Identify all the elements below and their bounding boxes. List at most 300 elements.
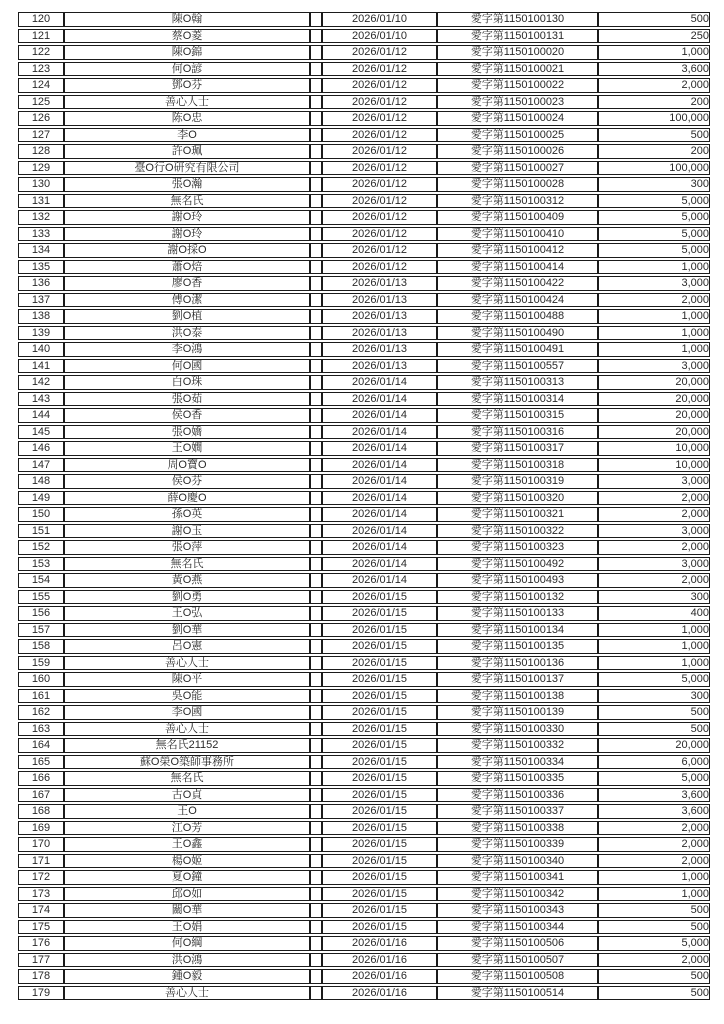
table-row xyxy=(18,128,710,143)
spacer-cell xyxy=(310,672,322,687)
donor-name-cell: 夏O鐘 xyxy=(64,870,310,885)
amount-cell: 300 xyxy=(598,177,710,192)
table-row xyxy=(18,986,710,1001)
amount-cell: 1,000 xyxy=(598,342,710,357)
table-row xyxy=(18,260,710,275)
spacer-cell xyxy=(310,656,322,671)
amount-cell: 3,000 xyxy=(598,524,710,539)
row-number-cell: 122 xyxy=(18,45,64,60)
row-number-cell: 171 xyxy=(18,854,64,869)
date-cell: 2026/01/12 xyxy=(322,128,437,143)
table-row xyxy=(18,953,710,968)
spacer-cell xyxy=(310,854,322,869)
date-cell: 2026/01/14 xyxy=(322,458,437,473)
spacer-cell xyxy=(310,524,322,539)
receipt-number-cell: 愛字第1150100412 xyxy=(437,243,598,258)
receipt-number-cell: 愛字第1150100341 xyxy=(437,870,598,885)
row-number-cell: 142 xyxy=(18,375,64,390)
spacer-cell xyxy=(310,12,322,27)
row-number-cell: 125 xyxy=(18,95,64,110)
date-cell: 2026/01/14 xyxy=(322,557,437,572)
receipt-number-cell: 愛字第1150100340 xyxy=(437,854,598,869)
amount-cell: 400 xyxy=(598,606,710,621)
donor-name-cell: 何O諺 xyxy=(64,62,310,77)
row-number-cell: 179 xyxy=(18,986,64,1001)
table-row xyxy=(18,408,710,423)
date-cell: 2026/01/14 xyxy=(322,408,437,423)
receipt-number-cell: 愛字第1150100136 xyxy=(437,656,598,671)
receipt-number-cell: 愛字第1150100409 xyxy=(437,210,598,225)
row-number-cell: 158 xyxy=(18,639,64,654)
date-cell: 2026/01/15 xyxy=(322,639,437,654)
date-cell: 2026/01/13 xyxy=(322,309,437,324)
table-row xyxy=(18,771,710,786)
amount-cell: 3,000 xyxy=(598,276,710,291)
table-row xyxy=(18,95,710,110)
receipt-number-cell: 愛字第1150100491 xyxy=(437,342,598,357)
amount-cell: 500 xyxy=(598,12,710,27)
row-number-cell: 128 xyxy=(18,144,64,159)
receipt-number-cell: 愛字第1150100508 xyxy=(437,969,598,984)
receipt-number-cell: 愛字第1150100320 xyxy=(437,491,598,506)
date-cell: 2026/01/15 xyxy=(322,722,437,737)
receipt-number-cell: 愛字第1150100335 xyxy=(437,771,598,786)
spacer-cell xyxy=(310,309,322,324)
table-row xyxy=(18,243,710,258)
receipt-number-cell: 愛字第1150100344 xyxy=(437,920,598,935)
spacer-cell xyxy=(310,293,322,308)
donor-name-cell: 陳O翰 xyxy=(64,12,310,27)
row-number-cell: 133 xyxy=(18,227,64,242)
date-cell: 2026/01/12 xyxy=(322,144,437,159)
table-row xyxy=(18,821,710,836)
donor-name-cell: 陳O錦 xyxy=(64,45,310,60)
receipt-number-cell: 愛字第1150100026 xyxy=(437,144,598,159)
donor-name-cell: 薛O慶O xyxy=(64,491,310,506)
date-cell: 2026/01/15 xyxy=(322,804,437,819)
amount-cell: 5,000 xyxy=(598,771,710,786)
donor-name-cell: 張O瀚 xyxy=(64,177,310,192)
donor-name-cell: 王O xyxy=(64,804,310,819)
row-number-cell: 126 xyxy=(18,111,64,126)
spacer-cell xyxy=(310,722,322,737)
table-row xyxy=(18,672,710,687)
row-number-cell: 176 xyxy=(18,936,64,951)
amount-cell: 5,000 xyxy=(598,194,710,209)
receipt-number-cell: 愛字第1150100493 xyxy=(437,573,598,588)
row-number-cell: 170 xyxy=(18,837,64,852)
spacer-cell xyxy=(310,210,322,225)
donor-name-cell: 王O嫺 xyxy=(64,441,310,456)
donor-name-cell: 無名氏 xyxy=(64,194,310,209)
amount-cell: 1,000 xyxy=(598,639,710,654)
amount-cell: 5,000 xyxy=(598,672,710,687)
receipt-number-cell: 愛字第1150100319 xyxy=(437,474,598,489)
row-number-cell: 174 xyxy=(18,903,64,918)
date-cell: 2026/01/12 xyxy=(322,194,437,209)
row-number-cell: 153 xyxy=(18,557,64,572)
donor-name-cell: 侯O香 xyxy=(64,408,310,423)
receipt-number-cell: 愛字第1150100312 xyxy=(437,194,598,209)
donor-name-cell: 黃O燕 xyxy=(64,573,310,588)
spacer-cell xyxy=(310,326,322,341)
amount-cell: 20,000 xyxy=(598,375,710,390)
date-cell: 2026/01/10 xyxy=(322,29,437,44)
date-cell: 2026/01/14 xyxy=(322,474,437,489)
date-cell: 2026/01/15 xyxy=(322,755,437,770)
amount-cell: 2,000 xyxy=(598,78,710,93)
date-cell: 2026/01/15 xyxy=(322,821,437,836)
table-row xyxy=(18,210,710,225)
amount-cell: 3,000 xyxy=(598,474,710,489)
spacer-cell xyxy=(310,458,322,473)
date-cell: 2026/01/12 xyxy=(322,260,437,275)
row-number-cell: 178 xyxy=(18,969,64,984)
amount-cell: 1,000 xyxy=(598,623,710,638)
row-number-cell: 156 xyxy=(18,606,64,621)
table-row xyxy=(18,920,710,935)
amount-cell: 500 xyxy=(598,128,710,143)
row-number-cell: 167 xyxy=(18,788,64,803)
donor-name-cell: 侯O芬 xyxy=(64,474,310,489)
donor-name-cell: 何O綱 xyxy=(64,936,310,951)
donation-table-body xyxy=(18,12,710,1000)
date-cell: 2026/01/14 xyxy=(322,491,437,506)
donor-name-cell: 傅O潔 xyxy=(64,293,310,308)
amount-cell: 3,000 xyxy=(598,557,710,572)
row-number-cell: 120 xyxy=(18,12,64,27)
donor-name-cell: 善心人士 xyxy=(64,656,310,671)
row-number-cell: 143 xyxy=(18,392,64,407)
spacer-cell xyxy=(310,95,322,110)
date-cell: 2026/01/14 xyxy=(322,573,437,588)
receipt-number-cell: 愛字第1150100024 xyxy=(437,111,598,126)
receipt-number-cell: 愛字第1150100025 xyxy=(437,128,598,143)
receipt-number-cell: 愛字第1150100130 xyxy=(437,12,598,27)
table-row xyxy=(18,887,710,902)
receipt-number-cell: 愛字第1150100424 xyxy=(437,293,598,308)
spacer-cell xyxy=(310,755,322,770)
date-cell: 2026/01/13 xyxy=(322,293,437,308)
table-row xyxy=(18,738,710,753)
receipt-number-cell: 愛字第1150100023 xyxy=(437,95,598,110)
donor-name-cell: 王O娟 xyxy=(64,920,310,935)
row-number-cell: 159 xyxy=(18,656,64,671)
table-row xyxy=(18,903,710,918)
table-row xyxy=(18,491,710,506)
donor-name-cell: 白O珠 xyxy=(64,375,310,390)
spacer-cell xyxy=(310,408,322,423)
table-row xyxy=(18,590,710,605)
table-row xyxy=(18,788,710,803)
table-row xyxy=(18,392,710,407)
receipt-number-cell: 愛字第1150100135 xyxy=(437,639,598,654)
donor-name-cell: 張O茹 xyxy=(64,392,310,407)
date-cell: 2026/01/10 xyxy=(322,12,437,27)
receipt-number-cell: 愛字第1150100314 xyxy=(437,392,598,407)
receipt-number-cell: 愛字第1150100131 xyxy=(437,29,598,44)
receipt-number-cell: 愛字第1150100334 xyxy=(437,755,598,770)
amount-cell: 1,000 xyxy=(598,45,710,60)
spacer-cell xyxy=(310,557,322,572)
table-row xyxy=(18,705,710,720)
table-row xyxy=(18,656,710,671)
amount-cell: 2,000 xyxy=(598,953,710,968)
spacer-cell xyxy=(310,474,322,489)
donor-name-cell: 善心人士 xyxy=(64,722,310,737)
date-cell: 2026/01/15 xyxy=(322,705,437,720)
date-cell: 2026/01/15 xyxy=(322,606,437,621)
date-cell: 2026/01/12 xyxy=(322,111,437,126)
spacer-cell xyxy=(310,359,322,374)
row-number-cell: 151 xyxy=(18,524,64,539)
donor-name-cell: 陳O平 xyxy=(64,672,310,687)
spacer-cell xyxy=(310,771,322,786)
date-cell: 2026/01/13 xyxy=(322,276,437,291)
donor-name-cell: 劉O華 xyxy=(64,623,310,638)
table-row xyxy=(18,854,710,869)
amount-cell: 500 xyxy=(598,920,710,935)
date-cell: 2026/01/16 xyxy=(322,936,437,951)
spacer-cell xyxy=(310,573,322,588)
row-number-cell: 134 xyxy=(18,243,64,258)
donation-record-table xyxy=(18,10,710,1002)
spacer-cell xyxy=(310,177,322,192)
row-number-cell: 162 xyxy=(18,705,64,720)
row-number-cell: 175 xyxy=(18,920,64,935)
receipt-number-cell: 愛字第1150100507 xyxy=(437,953,598,968)
amount-cell: 3,600 xyxy=(598,62,710,77)
table-row xyxy=(18,557,710,572)
row-number-cell: 141 xyxy=(18,359,64,374)
receipt-number-cell: 愛字第1150100336 xyxy=(437,788,598,803)
amount-cell: 2,000 xyxy=(598,540,710,555)
row-number-cell: 136 xyxy=(18,276,64,291)
receipt-number-cell: 愛字第1150100339 xyxy=(437,837,598,852)
receipt-number-cell: 愛字第1150100321 xyxy=(437,507,598,522)
amount-cell: 1,000 xyxy=(598,309,710,324)
spacer-cell xyxy=(310,738,322,753)
donor-name-cell: 許O珮 xyxy=(64,144,310,159)
receipt-number-cell: 愛字第1150100317 xyxy=(437,441,598,456)
amount-cell: 2,000 xyxy=(598,573,710,588)
date-cell: 2026/01/12 xyxy=(322,78,437,93)
donor-name-cell: 無名氏 xyxy=(64,771,310,786)
date-cell: 2026/01/16 xyxy=(322,986,437,1001)
table-row xyxy=(18,326,710,341)
amount-cell: 2,000 xyxy=(598,293,710,308)
date-cell: 2026/01/15 xyxy=(322,887,437,902)
receipt-number-cell: 愛字第1150100027 xyxy=(437,161,598,176)
amount-cell: 1,000 xyxy=(598,260,710,275)
donor-name-cell: 關O華 xyxy=(64,903,310,918)
spacer-cell xyxy=(310,953,322,968)
donor-name-cell: 邱O如 xyxy=(64,887,310,902)
spacer-cell xyxy=(310,342,322,357)
amount-cell: 10,000 xyxy=(598,458,710,473)
amount-cell: 5,000 xyxy=(598,227,710,242)
date-cell: 2026/01/15 xyxy=(322,623,437,638)
amount-cell: 6,000 xyxy=(598,755,710,770)
row-number-cell: 169 xyxy=(18,821,64,836)
amount-cell: 500 xyxy=(598,903,710,918)
spacer-cell xyxy=(310,590,322,605)
receipt-number-cell: 愛字第1150100134 xyxy=(437,623,598,638)
date-cell: 2026/01/16 xyxy=(322,953,437,968)
date-cell: 2026/01/13 xyxy=(322,342,437,357)
date-cell: 2026/01/15 xyxy=(322,788,437,803)
receipt-number-cell: 愛字第1150100315 xyxy=(437,408,598,423)
amount-cell: 1,000 xyxy=(598,870,710,885)
row-number-cell: 121 xyxy=(18,29,64,44)
amount-cell: 500 xyxy=(598,705,710,720)
amount-cell: 3,600 xyxy=(598,804,710,819)
spacer-cell xyxy=(310,705,322,720)
row-number-cell: 145 xyxy=(18,425,64,440)
receipt-number-cell: 愛字第1150100338 xyxy=(437,821,598,836)
receipt-number-cell: 愛字第1150100414 xyxy=(437,260,598,275)
row-number-cell: 157 xyxy=(18,623,64,638)
spacer-cell xyxy=(310,689,322,704)
donor-name-cell: 王O弘 xyxy=(64,606,310,621)
date-cell: 2026/01/13 xyxy=(322,359,437,374)
spacer-cell xyxy=(310,161,322,176)
row-number-cell: 150 xyxy=(18,507,64,522)
date-cell: 2026/01/13 xyxy=(322,326,437,341)
row-number-cell: 131 xyxy=(18,194,64,209)
spacer-cell xyxy=(310,920,322,935)
row-number-cell: 161 xyxy=(18,689,64,704)
row-number-cell: 144 xyxy=(18,408,64,423)
donor-name-cell: 鍾O毅 xyxy=(64,969,310,984)
spacer-cell xyxy=(310,491,322,506)
table-row xyxy=(18,293,710,308)
donor-name-cell: 臺O行O研究有限公司 xyxy=(64,161,310,176)
receipt-number-cell: 愛字第1150100410 xyxy=(437,227,598,242)
date-cell: 2026/01/15 xyxy=(322,771,437,786)
spacer-cell xyxy=(310,441,322,456)
date-cell: 2026/01/15 xyxy=(322,870,437,885)
date-cell: 2026/01/15 xyxy=(322,590,437,605)
table-row xyxy=(18,458,710,473)
amount-cell: 2,000 xyxy=(598,837,710,852)
amount-cell: 10,000 xyxy=(598,441,710,456)
row-number-cell: 160 xyxy=(18,672,64,687)
date-cell: 2026/01/15 xyxy=(322,837,437,852)
donor-name-cell: 善心人士 xyxy=(64,95,310,110)
spacer-cell xyxy=(310,788,322,803)
table-row xyxy=(18,375,710,390)
spacer-cell xyxy=(310,606,322,621)
amount-cell: 300 xyxy=(598,590,710,605)
donor-name-cell: 何O國 xyxy=(64,359,310,374)
spacer-cell xyxy=(310,507,322,522)
date-cell: 2026/01/14 xyxy=(322,425,437,440)
row-number-cell: 164 xyxy=(18,738,64,753)
date-cell: 2026/01/12 xyxy=(322,227,437,242)
spacer-cell xyxy=(310,425,322,440)
receipt-number-cell: 愛字第1150100313 xyxy=(437,375,598,390)
donor-name-cell: 蘇O榮O築師事務所 xyxy=(64,755,310,770)
row-number-cell: 130 xyxy=(18,177,64,192)
table-row xyxy=(18,45,710,60)
amount-cell: 100,000 xyxy=(598,161,710,176)
row-number-cell: 138 xyxy=(18,309,64,324)
row-number-cell: 168 xyxy=(18,804,64,819)
amount-cell: 500 xyxy=(598,986,710,1001)
table-row xyxy=(18,78,710,93)
receipt-number-cell: 愛字第1150100133 xyxy=(437,606,598,621)
spacer-cell xyxy=(310,144,322,159)
row-number-cell: 163 xyxy=(18,722,64,737)
receipt-number-cell: 愛字第1150100322 xyxy=(437,524,598,539)
donor-name-cell: 謝O玉 xyxy=(64,524,310,539)
receipt-number-cell: 愛字第1150100330 xyxy=(437,722,598,737)
donor-name-cell: 李O國 xyxy=(64,705,310,720)
receipt-number-cell: 愛字第1150100139 xyxy=(437,705,598,720)
row-number-cell: 147 xyxy=(18,458,64,473)
donor-name-cell: 吳O能 xyxy=(64,689,310,704)
spacer-cell xyxy=(310,870,322,885)
date-cell: 2026/01/12 xyxy=(322,95,437,110)
date-cell: 2026/01/14 xyxy=(322,507,437,522)
table-row xyxy=(18,936,710,951)
row-number-cell: 135 xyxy=(18,260,64,275)
donor-name-cell: 李O鴻 xyxy=(64,342,310,357)
receipt-number-cell: 愛字第1150100323 xyxy=(437,540,598,555)
table-row xyxy=(18,111,710,126)
date-cell: 2026/01/14 xyxy=(322,540,437,555)
date-cell: 2026/01/12 xyxy=(322,161,437,176)
date-cell: 2026/01/15 xyxy=(322,672,437,687)
receipt-number-cell: 愛字第1150100506 xyxy=(437,936,598,951)
table-row xyxy=(18,606,710,621)
amount-cell: 200 xyxy=(598,95,710,110)
spacer-cell xyxy=(310,887,322,902)
date-cell: 2026/01/12 xyxy=(322,210,437,225)
row-number-cell: 129 xyxy=(18,161,64,176)
row-number-cell: 148 xyxy=(18,474,64,489)
date-cell: 2026/01/12 xyxy=(322,243,437,258)
spacer-cell xyxy=(310,45,322,60)
donor-name-cell: 江O芳 xyxy=(64,821,310,836)
date-cell: 2026/01/15 xyxy=(322,854,437,869)
spacer-cell xyxy=(310,62,322,77)
donor-name-cell: 周O寶O xyxy=(64,458,310,473)
receipt-number-cell: 愛字第1150100137 xyxy=(437,672,598,687)
date-cell: 2026/01/15 xyxy=(322,689,437,704)
row-number-cell: 146 xyxy=(18,441,64,456)
table-row xyxy=(18,441,710,456)
row-number-cell: 140 xyxy=(18,342,64,357)
donor-name-cell: 張O萍 xyxy=(64,540,310,555)
donor-name-cell: 蔡O菱 xyxy=(64,29,310,44)
spacer-cell xyxy=(310,128,322,143)
amount-cell: 1,000 xyxy=(598,326,710,341)
receipt-number-cell: 愛字第1150100020 xyxy=(437,45,598,60)
amount-cell: 20,000 xyxy=(598,408,710,423)
spacer-cell xyxy=(310,936,322,951)
receipt-number-cell: 愛字第1150100022 xyxy=(437,78,598,93)
row-number-cell: 149 xyxy=(18,491,64,506)
row-number-cell: 132 xyxy=(18,210,64,225)
date-cell: 2026/01/15 xyxy=(322,738,437,753)
date-cell: 2026/01/15 xyxy=(322,903,437,918)
table-row xyxy=(18,276,710,291)
row-number-cell: 152 xyxy=(18,540,64,555)
spacer-cell xyxy=(310,986,322,1001)
spacer-cell xyxy=(310,540,322,555)
